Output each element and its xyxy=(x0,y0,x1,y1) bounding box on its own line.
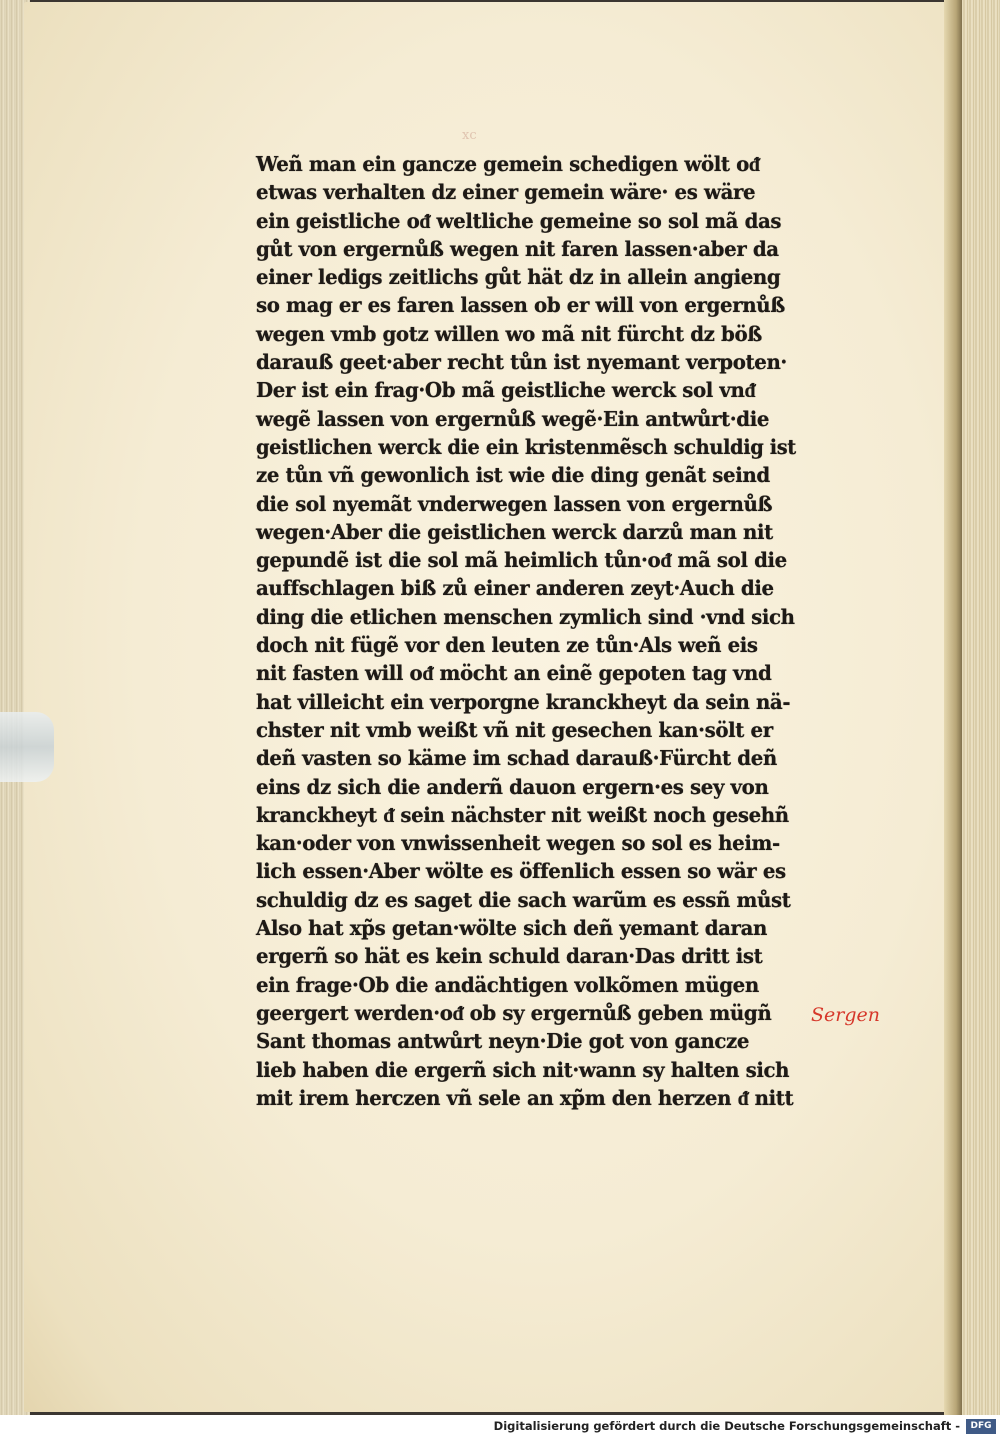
text-line: lieb haben die ergerñ sich nit·wann sy halten sich xyxy=(256,1057,790,1082)
text-line: wegen·Aber die geistlichen werck darzů man nit xyxy=(256,519,773,544)
text-line: darauß geet·aber recht tůn ist nyemant verpoten· xyxy=(256,350,787,375)
page-mark: xc xyxy=(462,128,477,143)
text-line: hat villeicht ein verporgne kranckheyt da sein nä- xyxy=(256,689,791,714)
text-line: Weñ man ein gancze gemein schedigen wölt oᵭ xyxy=(256,152,760,176)
text-line: gůt von ergernůß wegen nit faren lassen·aber da xyxy=(256,236,779,261)
dfg-logo-icon: DFG xyxy=(966,1419,996,1434)
text-line: gepundẽ ist die sol mã heimlich tůn·oᵭ mã sol die xyxy=(256,548,787,573)
text-line: so mag er es faren lassen ob er will von ergernůß xyxy=(256,293,785,318)
text-line: kan·oder von vnwissenheit wegen so sol es heim- xyxy=(256,831,780,856)
text-block xyxy=(256,150,816,1112)
text-line: ding die etlichen menschen zymlich sind ·vnd sich xyxy=(256,604,795,629)
text-line: auffschlagen biß zů einer anderen zeyt·Auch die xyxy=(256,576,774,601)
margin-note: Sergen xyxy=(811,1004,880,1026)
text-line: Also hat xp̃s getan·wölte sich deñ yemant daran xyxy=(256,916,767,941)
text-line: etwas verhalten dz einer gemein wäre· es wäre xyxy=(256,180,756,205)
text-line: nit fasten will oᵭ möcht an einẽ gepoten tag vnd xyxy=(256,661,772,686)
right-page-edges xyxy=(962,0,1000,1415)
text-line: wegen vmb gotz willen wo mã nit fürcht dz böß xyxy=(256,321,762,346)
text-line: ze tůn vñ gewonlich ist wie die ding genãt seind xyxy=(256,463,770,488)
text-line: schuldig dz es saget die sach warũm es essñ můst xyxy=(256,887,791,912)
text-line: deñ vasten so käme im schad darauß·Fürcht deñ xyxy=(256,746,777,771)
text-line: wegẽ lassen von ergernůß wegẽ·Ein antwůrt·die xyxy=(256,406,770,431)
text-line: einer ledigs zeitlichs gůt hät dz in allein angieng xyxy=(256,265,781,290)
text-line: chster nit vmb weißt vñ nit gesechen kan·sölt er xyxy=(256,717,773,742)
text-line: doch nit fügẽ vor den leuten ze tůn·Als weñ eis xyxy=(256,633,758,658)
text-line: ergerñ so hät es kein schuld daran·Das dritt ist xyxy=(256,944,763,969)
text-line: lich essen·Aber wölte es öffenlich essen so wär es xyxy=(256,859,786,884)
footer-bar xyxy=(0,1415,1000,1439)
text-line: die sol nyemãt vnderwegen lassen von ergernůß xyxy=(256,491,773,516)
book-gutter xyxy=(944,0,964,1415)
footer-credit: Digitalisierung gefördert durch die Deutsche Forschungsgemeinschaft - xyxy=(493,1419,960,1433)
text-line: eins dz sich die anderñ dauon ergern·es sey von xyxy=(256,774,769,799)
text-line: Sant thomas antwůrt neyn·Die got von gancze xyxy=(256,1029,750,1054)
text-line: kranckheyt ᵭ sein nächster nit weißt noch gesehñ xyxy=(256,802,789,827)
text-line: mit irem herczen vñ sele an xp̃m den herzen ᵭ nitt xyxy=(256,1085,794,1110)
text-line: Der ist ein frag·Ob mã geistliche werck sol vnᵭ xyxy=(256,378,756,403)
text-line: geistlichen werck die ein kristenmẽsch schuldig ist xyxy=(256,434,796,459)
text-line: geergert werden·oᵭ ob sy ergernůß geben mügñ xyxy=(256,1000,772,1025)
text-line: ein frage·Ob die andächtigen volkõmen mügen xyxy=(256,972,759,997)
page-clip xyxy=(0,712,54,782)
text-line: ein geistliche oᵭ weltliche gemeine so sol mã das xyxy=(256,208,782,233)
